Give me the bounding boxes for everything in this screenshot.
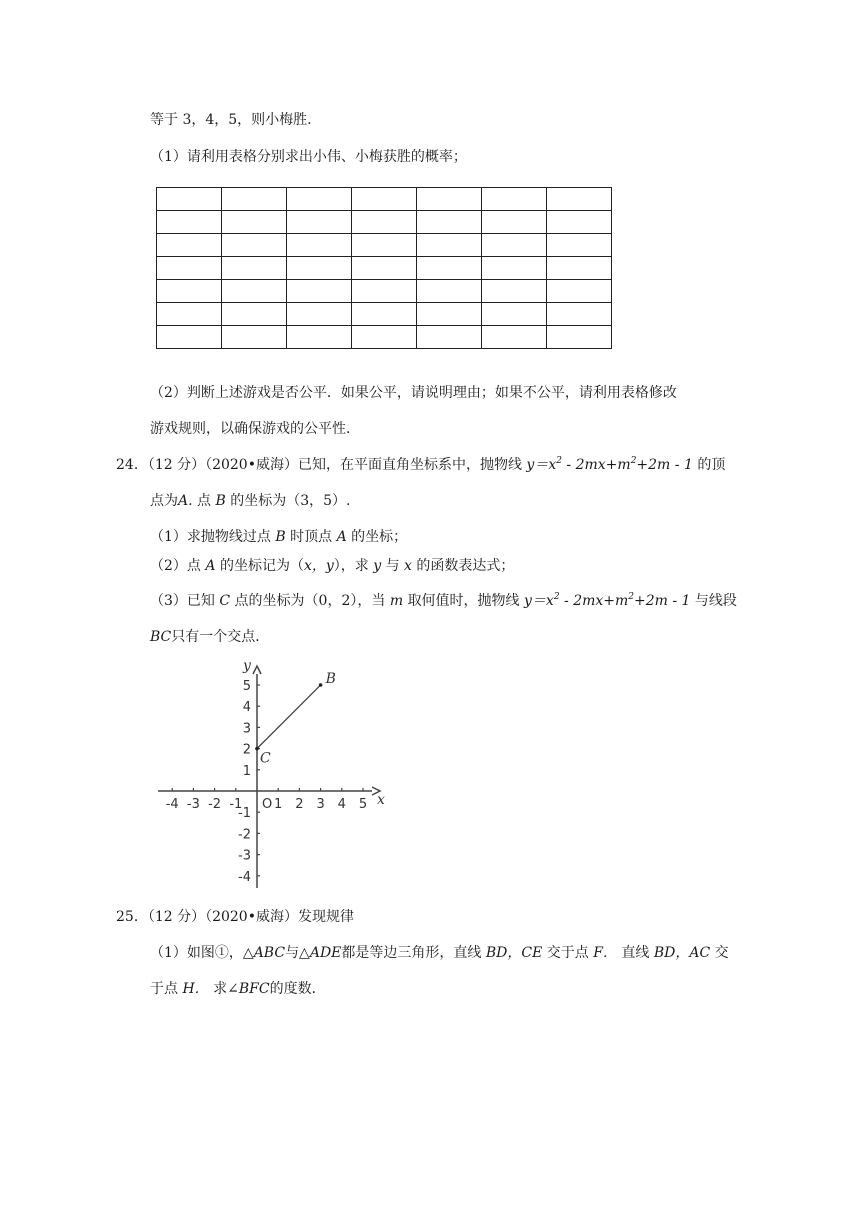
table-cell (352, 211, 417, 234)
table-cell (482, 188, 547, 211)
text-line: 点为A. 点 B 的坐标为（3，5）. (150, 493, 351, 509)
x-tick-label: -4 (165, 797, 179, 812)
table-cell (547, 257, 612, 280)
point-label: C (260, 750, 271, 767)
table-cell (482, 326, 547, 349)
table-cell (157, 326, 222, 349)
y-tick-label: -4 (238, 869, 251, 885)
table-cell (157, 188, 222, 211)
table-row (157, 257, 612, 280)
x-tick-label: -1 (229, 797, 243, 812)
y-tick-label: 2 (242, 742, 251, 758)
table-cell (222, 211, 287, 234)
table-cell (157, 211, 222, 234)
table-cell (482, 280, 547, 303)
point-c (255, 747, 259, 751)
table-row (157, 234, 612, 257)
table-cell (222, 188, 287, 211)
table-cell (482, 211, 547, 234)
x-axis-label: x (377, 792, 385, 808)
table-cell (287, 257, 352, 280)
table-cell (417, 303, 482, 326)
table-cell (352, 257, 417, 280)
table-cell (352, 280, 417, 303)
x-tick-label: -2 (208, 797, 222, 812)
table-row (157, 188, 612, 211)
text-line: （1）求抛物线过点 B 时顶点 A 的坐标； (150, 529, 408, 545)
origin-label: O (262, 797, 273, 812)
table-cell (287, 234, 352, 257)
table-cell (157, 257, 222, 280)
table-row (157, 280, 612, 303)
text-line: （1）请利用表格分别求出小伟、小梅获胜的概率； (150, 149, 467, 165)
segment-bc (257, 685, 321, 749)
y-axis-label: y (243, 658, 251, 674)
question-25-heading: 25．（12 分）（2020•威海）发现规律 (116, 909, 354, 925)
y-tick-label: 5 (242, 679, 251, 694)
text-line: （3）已知 C 点的坐标为（0，2），当 m 取何值时，抛物线 $y=x^2 - 2mx+m^2+2m - 1$ 与线段 (150, 592, 737, 609)
table-cell (417, 280, 482, 303)
y-tick-label: -3 (238, 848, 251, 864)
table-cell (547, 326, 612, 349)
text-line: （1）如图①，△ABC与△ADE都是等边三角形，直线 BD，CE 交于点 F． 直线 BD，AC 交 (150, 945, 729, 961)
point-b (319, 683, 323, 687)
table-cell (287, 188, 352, 211)
table-cell (287, 303, 352, 326)
table-cell (222, 234, 287, 257)
x-tick-label: 4 (337, 797, 346, 812)
x-tick-label: 2 (295, 797, 304, 812)
y-tick-label: 3 (242, 721, 251, 737)
table-cell (482, 257, 547, 280)
table-cell (222, 326, 287, 349)
table-cell (482, 234, 547, 257)
table-cell (482, 303, 547, 326)
y-tick-label: 1 (242, 763, 251, 779)
x-tick-label: 5 (358, 797, 368, 812)
table-cell (547, 303, 612, 326)
text-line: （2）点 A 的坐标记为（x，y），求 y 与 x 的函数表达式； (150, 558, 515, 574)
table-cell (547, 234, 612, 257)
answer-table (156, 187, 612, 349)
table-cell (222, 280, 287, 303)
x-tick-label: -3 (186, 797, 200, 812)
table-cell (352, 303, 417, 326)
table-cell (547, 280, 612, 303)
text-line: （2）判断上述游戏是否公平．如果公平，请说明理由；如果不公平，请利用表格修改 (150, 385, 677, 401)
table-cell (417, 326, 482, 349)
text-line: 游戏规则，以确保游戏的公平性． (150, 421, 360, 437)
table-cell (547, 188, 612, 211)
table-cell (222, 257, 287, 280)
y-tick-label: -1 (238, 806, 251, 822)
table-cell (417, 211, 482, 234)
x-tick-label: 1 (274, 797, 283, 812)
table-cell (417, 188, 482, 211)
table-cell (547, 211, 612, 234)
text-line: 于点 H． 求∠BFC的度数． (150, 981, 326, 997)
x-tick-label: 3 (316, 797, 325, 812)
y-tick-label: 4 (242, 700, 251, 716)
table-cell (352, 188, 417, 211)
table-cell (287, 280, 352, 303)
table-cell (157, 303, 222, 326)
table-row (157, 211, 612, 234)
table-cell (287, 326, 352, 349)
question-24-heading: 24．（12 分）（2020•威海）已知，在平面直角坐标系中，抛物线 $y=x^2 - 2mx+m^2+2m - 1$ 的顶 (116, 456, 726, 473)
table-cell (417, 257, 482, 280)
point-label: B (325, 671, 336, 687)
text-line: BC只有一个交点． (150, 629, 270, 645)
table-row (157, 326, 612, 349)
text-line: 等于 3，4，5，则小梅胜. (150, 112, 312, 128)
y-axis-arrow (253, 666, 261, 674)
table-row (157, 303, 612, 326)
coordinate-plot (150, 652, 400, 897)
table-cell (352, 326, 417, 349)
table-cell (222, 303, 287, 326)
table-cell (417, 234, 482, 257)
table-cell (157, 234, 222, 257)
table-cell (157, 280, 222, 303)
table-cell (352, 234, 417, 257)
table-cell (287, 211, 352, 234)
y-tick-label: -2 (238, 827, 251, 843)
